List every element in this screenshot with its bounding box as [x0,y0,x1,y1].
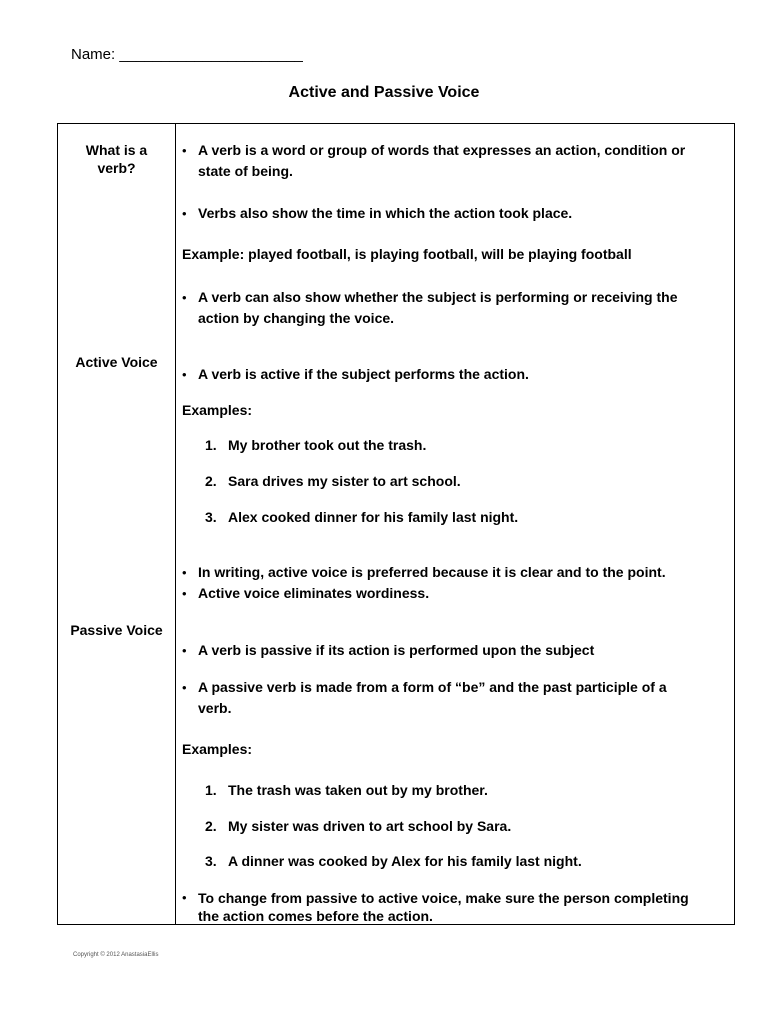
label-what-is-a-verb [58,141,175,177]
label-verb-line2: verb? [97,160,136,176]
passive-bullet-3-line1: • To change from passive to active voice, make sure the person completing [198,890,689,906]
passive-bullet-2 [198,677,667,719]
passive-bullet-3-line2: the action comes before the action. [198,908,433,924]
passive-examples-label: Examples: [182,741,253,757]
example-number: 3. [205,509,217,525]
verb-bullet-1-line1: • A verb is a word or group of words that expresses an action, condition or [198,142,686,158]
active-examples-label: Examples: [182,402,253,418]
example-number: 3. [205,853,217,869]
active-example-1 [205,435,427,456]
example-text: My brother took out the trash. [228,437,427,453]
passive-bullet-2-line1: • A passive verb is made from a form of “be” and the past participle of a [198,679,667,695]
verb-bullet-1 [198,140,685,182]
page-title: Active and Passive Voice [288,84,480,101]
example-text: A dinner was cooked by Alex for his family last night. [228,853,582,869]
passive-example-1 [205,780,488,801]
verb-bullet-2: • Verbs also show the time in which the action took place. [198,203,572,224]
example-text: My sister was driven to art school by Sara. [228,818,512,834]
example-number: 1. [205,782,217,798]
example-text: Alex cooked dinner for his family last night. [228,509,519,525]
copyright-notice: Copyright © 2012 AnastasiaEllis [73,952,159,958]
verb-bullet-3-line2: action by changing the voice. [198,310,395,326]
content-table [57,123,735,925]
verb-bullet-3-line1: • A verb can also show whether the subject is performing or receiving the [198,289,678,305]
verb-bullet-1-line2: state of being. [198,163,293,179]
example-text: Sara drives my sister to art school. [228,473,461,489]
active-example-2 [205,471,461,492]
passive-bullet-3 [198,889,689,925]
passive-bullet-2-line2: verb. [198,700,232,716]
passive-example-3 [205,851,582,872]
passive-bullet-1: • A verb is passive if its action is performed upon the subject [198,640,594,661]
label-verb-line1: What is a [85,142,148,158]
active-bullet-2: • In writing, active voice is preferred because it is clear and to the point. [198,562,666,583]
label-active-voice: Active Voice [75,354,158,370]
active-bullet-3: • Active voice eliminates wordiness. [198,583,429,604]
name-field-label: Name: ______________________ [71,46,303,63]
example-number: 2. [205,818,217,834]
verb-bullet-3 [198,287,678,329]
column-divider [175,124,176,924]
label-passive-voice: Passive Voice [70,622,163,638]
passive-example-2 [205,816,512,837]
active-example-3 [205,507,519,528]
example-number: 1. [205,437,217,453]
example-text: The trash was taken out by my brother. [228,782,488,798]
verb-example: Example: played football, is playing football, will be playing football [182,246,632,262]
example-number: 2. [205,473,217,489]
active-bullet-1: • A verb is active if the subject performs the action. [198,364,529,385]
